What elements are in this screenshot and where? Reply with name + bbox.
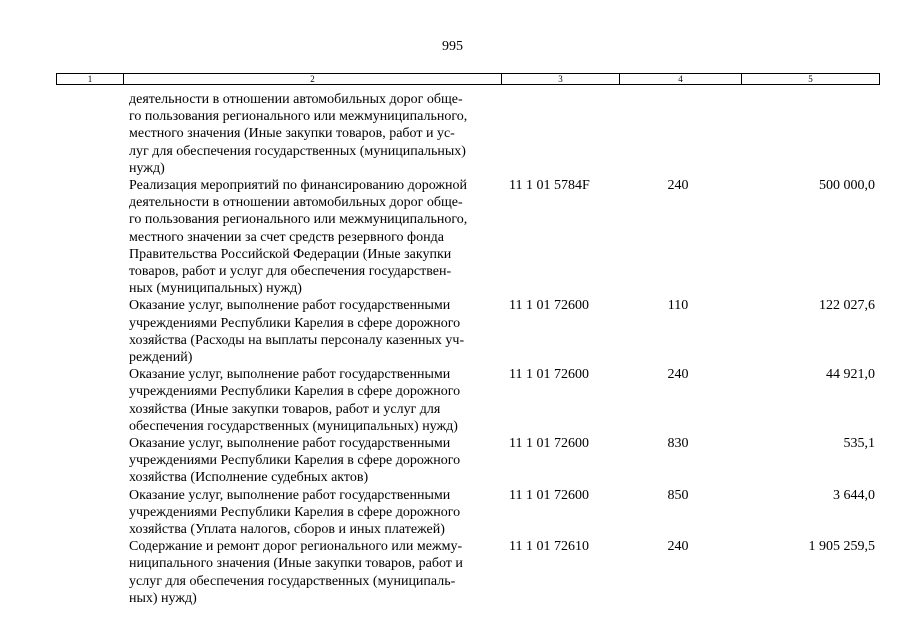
row-description: Оказание услуг, выполнение работ государственными учреждениями Республики Карелия в сфере дорожного хозяйства (Иные закупки товаров, работ и услуг для обеспечения государственных (муниципальных) нужд)	[129, 367, 461, 434]
column-header-row	[56, 73, 880, 85]
row-expense-type: 240	[667, 367, 689, 383]
table-row	[0, 297, 905, 366]
row-code: 11 1 01 72610	[509, 539, 589, 555]
row-code: 11 1 01 72600	[509, 367, 589, 383]
row-amount: 500 000,0	[819, 178, 875, 194]
column-header-2: 2	[124, 74, 502, 84]
column-header-1: 1	[57, 74, 124, 84]
table-row	[0, 177, 905, 297]
row-code: 11 1 01 5784F	[509, 178, 590, 194]
row-description: Реализация мероприятий по финансированию дорожной деятельности в отношении автомобильных дорог обще- го пользования регионального или межмуниципального, местного значении за счет средств резервного фонда Правительства Российской Федерации (Иные закупки товаров, работ и услуг для обеспечения государствен- ных (муниципальных) нужд)	[129, 178, 468, 297]
row-description: Оказание услуг, выполнение работ государственными учреждениями Республики Карелия в сфере дорожного хозяйства (Уплата налогов, сборов и иных платежей)	[129, 487, 461, 538]
row-code: 11 1 01 72600	[509, 436, 589, 452]
row-description: Содержание и ремонт дорог регионального или межму- ниципального значения (Иные закупки товаров, работ и услуг для обеспечения государственных (муниципаль- ных) нужд)	[129, 539, 463, 606]
row-description: Оказание услуг, выполнение работ государственными учреждениями Республики Карелия в сфере дорожного хозяйства (Расходы на выплаты персоналу казенных уч- реждений)	[129, 298, 465, 366]
row-amount: 535,1	[843, 436, 875, 452]
row-description: Оказание услуг, выполнение работ государственными учреждениями Республики Карелия в сфере дорожного хозяйства (Исполнение судебных актов)	[129, 436, 461, 486]
budget-table-body	[0, 91, 905, 607]
column-header-5: 5	[808, 74, 813, 84]
row-code: 11 1 01 72600	[509, 487, 589, 503]
page-number: 995	[442, 39, 463, 54]
row-amount: 3 644,0	[833, 487, 875, 503]
row-expense-type: 240	[667, 539, 689, 555]
table-row	[0, 91, 905, 177]
table-row	[0, 538, 905, 607]
table-row	[0, 366, 905, 435]
column-header-4: 4	[620, 74, 742, 84]
row-code: 11 1 01 72600	[509, 298, 589, 314]
table-row	[0, 487, 905, 539]
row-amount: 122 027,6	[819, 298, 875, 314]
table-row	[0, 435, 905, 487]
row-expense-type: 240	[667, 178, 689, 194]
row-amount: 1 905 259,5	[808, 539, 875, 555]
column-header-3: 3	[502, 74, 620, 84]
row-expense-type: 110	[667, 298, 689, 314]
row-amount: 44 921,0	[826, 367, 875, 383]
row-description: деятельности в отношении автомобильных дорог обще- го пользования регионального или межмуниципального, местного значения (Иные закупки товаров, работ и ус- луг для обеспечения государственных (муниципальных) нужд)	[129, 92, 468, 176]
row-expense-type: 850	[667, 487, 689, 503]
row-expense-type: 830	[667, 436, 689, 452]
